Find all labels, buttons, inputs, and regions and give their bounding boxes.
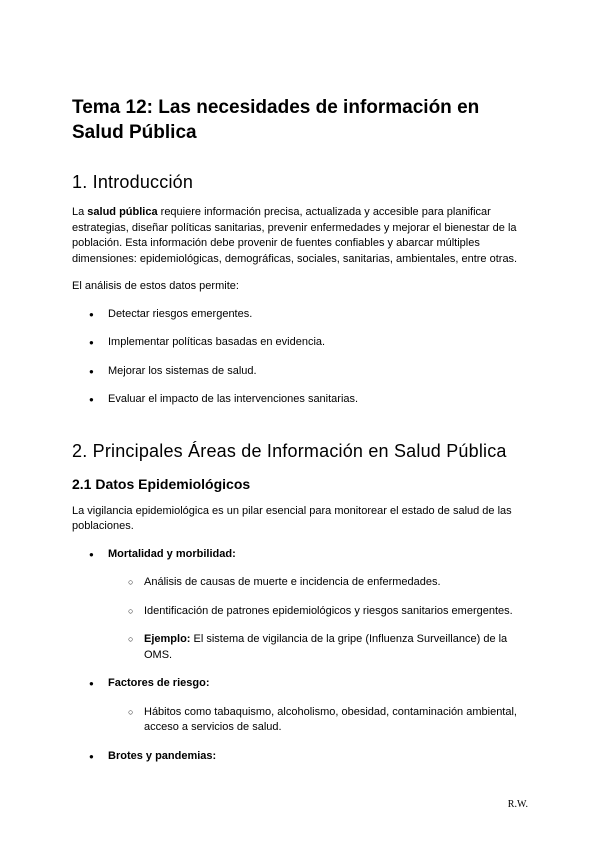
intro-text-start: La [72, 206, 88, 218]
list-item: ● Mejorar los sistemas de salud. [72, 364, 530, 380]
epidemiology-intro: La vigilancia epidemiológica es un pilar esencial para monitorear el estado de salud de las poblaciones. [72, 504, 512, 532]
document-page [72, 95, 530, 764]
factores-sublist [72, 705, 530, 736]
list-item: ○ Análisis de causas de muerte e incidencia de enfermedades. [72, 575, 530, 591]
factores-item [72, 676, 530, 736]
list-item: ● Evaluar el impacto de las intervenciones sanitarias. [72, 392, 530, 408]
intro-paragraph [72, 205, 530, 267]
factores-label: Factores de riesgo: [108, 677, 210, 689]
analysis-paragraph: El análisis de estos datos permite: [72, 280, 239, 292]
document-title: Tema 12: Las necesidades de información en Salud Pública [72, 97, 480, 143]
list-item: ● Implementar políticas basadas en evidencia. [72, 335, 530, 351]
list-item: ○ Hábitos como tabaquismo, alcoholismo, obesidad, contaminación ambiental, acceso a servicios de salud. [72, 705, 530, 736]
section-2-heading: 2. Principales Áreas de Información en Salud Pública [72, 440, 507, 461]
intro-text-rest: requiere información precisa, actualizada y accesible para planificar estrategias, diseñar políticas sanitarias, prevenir enfermedades y mejorar el bienestar de la población. Esta información debe provenir de fuentes confiables y abarcar múltiples dimensiones: epidemiológicas, demográficas, sociales, sanitarias, ambientales, entre otras. [72, 206, 518, 265]
analysis-bullet-list [72, 307, 530, 408]
list-item: ● Detectar riesgos emergentes. [72, 307, 530, 323]
example-item [72, 632, 530, 663]
mortalidad-label: Mortalidad y morbilidad: [108, 547, 236, 560]
mortalidad-sublist [72, 575, 530, 663]
brotes-label: Brotes y pandemias: [108, 749, 217, 762]
example-label: Ejemplo: [144, 633, 191, 645]
example-text: El sistema de vigilancia de la gripe (Influenza Surveillance) de la OMS. [144, 633, 508, 661]
intro-bold-term: salud pública [87, 206, 158, 218]
brotes-item [72, 749, 530, 765]
section-1-heading: 1. Introducción [72, 172, 194, 192]
footer-initials: R.W. [507, 799, 528, 810]
list-item: ○ Identificación de patrones epidemiológicos y riesgos sanitarios emergentes. [72, 604, 530, 620]
mortalidad-item [72, 547, 530, 664]
epidemiology-list [72, 547, 530, 765]
subsection-2-1-heading: 2.1 Datos Epidemiológicos [72, 475, 251, 492]
